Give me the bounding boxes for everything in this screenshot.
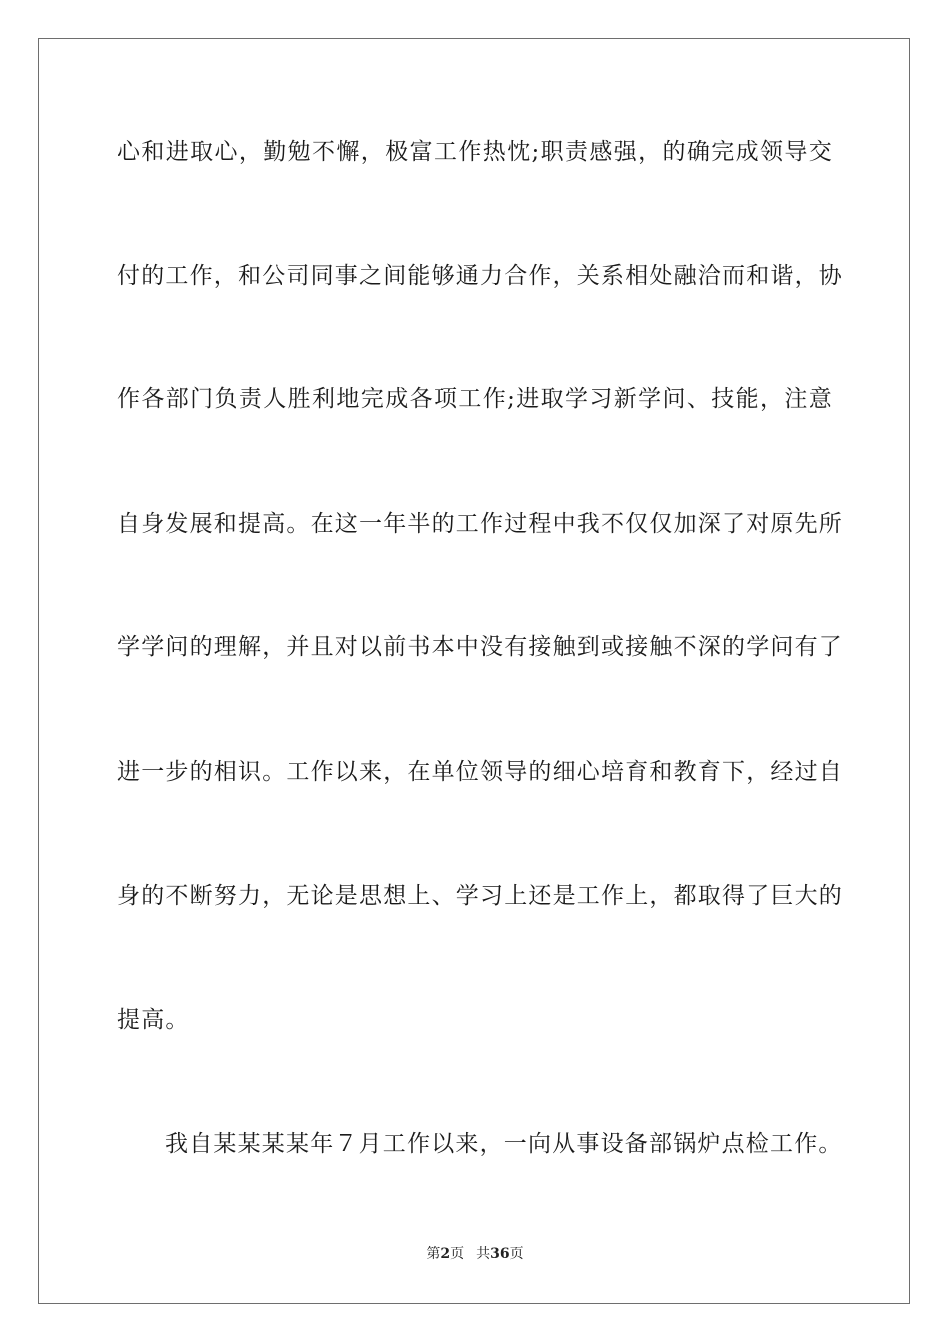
paragraph-2-line-1: 我自某某某某年７月工作以来，一向从事设备部锅炉点检工作。 bbox=[165, 1131, 843, 1157]
paragraph-1-line-4: 自身发展和提高。在这一年半的工作过程中我不仅仅加深了对原先所 bbox=[117, 511, 843, 537]
paragraph-1-line-7: 身的不断努力，无论是思想上、学习上还是工作上，都取得了巨大的 bbox=[117, 883, 843, 909]
total-pages: 36 bbox=[490, 1246, 510, 1262]
paragraph-1-line-8: 提高。 bbox=[117, 1007, 190, 1033]
paragraph-1-line-2: 付的工作，和公司同事之间能够通力合作，关系相处融洽而和谐，协 bbox=[117, 263, 843, 289]
page-footer bbox=[0, 1244, 950, 1264]
total-suffix: 页 bbox=[509, 1246, 524, 1262]
paragraph-1-line-6: 进一步的相识。工作以来，在单位领导的细心培育和教育下，经过自 bbox=[117, 759, 843, 785]
paragraph-1-line-1: 心和进取心，勤勉不懈，极富工作热忱;职责感强，的确完成领导交 bbox=[117, 139, 833, 165]
paragraph-1-line-5: 学学问的理解，并且对以前书本中没有接触到或接触不深的学问有了 bbox=[117, 634, 843, 660]
page-prefix: 第 bbox=[426, 1246, 441, 1262]
page-suffix: 页 bbox=[450, 1246, 465, 1262]
paragraph-1-line-3: 作各部门负责人胜利地完成各项工作;进取学习新学问、技能，注意 bbox=[117, 386, 833, 412]
total-prefix: 共 bbox=[476, 1246, 491, 1262]
page-border bbox=[38, 38, 910, 1304]
page-number: 2 bbox=[440, 1246, 451, 1262]
